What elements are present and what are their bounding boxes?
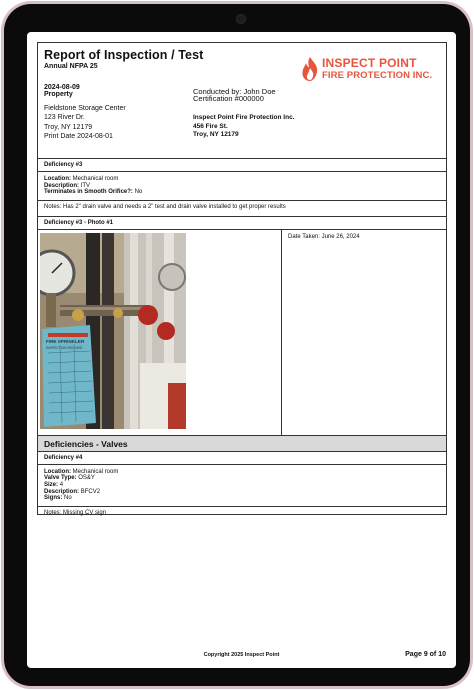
inspector-info — [193, 88, 276, 102]
tablet-frame — [1, 1, 473, 689]
field-label: Valve Type: — [44, 475, 77, 482]
field-label: Terminates in Smooth Orifice?: — [44, 189, 133, 196]
inspection-report — [37, 42, 447, 515]
property-line: 123 River Dr. — [44, 114, 85, 122]
certification: Certification #000000 — [193, 94, 264, 103]
deficiency-3-header: Deficiency #3 — [38, 159, 446, 172]
description-value: ITV — [80, 182, 91, 189]
property-line: Fieldstone Storage Center — [44, 105, 126, 112]
deficiency-4-header: Deficiency #4 — [38, 452, 446, 465]
print-date: Print Date 2024-08-01 — [44, 132, 113, 140]
company-address — [193, 114, 295, 140]
photo-row — [38, 230, 446, 436]
deficiency-3-notes: Notes: Has 2" drain valve and needs a 2" test and drain valve installed to get proper results — [38, 201, 446, 217]
report-title: Report of Inspection / Test — [44, 48, 204, 62]
conducted-by: Conducted by: John Doe — [193, 87, 276, 96]
company-line: Troy, NY 12179 — [193, 131, 239, 139]
deficiency-4-notes: Notes: Missing CV sign — [44, 509, 107, 516]
logo-line-2: FIRE PROTECTION INC. — [322, 70, 433, 81]
front-camera — [236, 14, 246, 24]
date-taken: Date Taken: June 26, 2024 — [288, 233, 360, 240]
report-header — [38, 43, 446, 159]
company-logo — [300, 55, 434, 85]
deficiency-3-details — [38, 172, 446, 201]
valve-type-value: OS&Y — [78, 475, 95, 482]
orifice-value: No — [134, 189, 143, 196]
location-value: Mechanical room — [72, 176, 119, 182]
signs-value: No — [64, 495, 72, 502]
field-label: Description: — [44, 182, 80, 189]
page-indicator: Page 9 of 10 — [405, 651, 446, 658]
footer-copyright: Copyright 2025 Inspect Point — [203, 652, 280, 658]
field-label: Location: — [44, 468, 71, 475]
photo-illustration — [40, 233, 186, 429]
deficiency-photo[interactable] — [40, 233, 186, 429]
property-label: Property — [44, 91, 73, 98]
document-viewer[interactable] — [27, 32, 456, 668]
location-value: Mechanical room — [72, 468, 119, 475]
logo-line-1: INSPECT POINT — [322, 56, 417, 70]
company-line: Inspect Point Fire Protection Inc. — [193, 114, 295, 121]
field-label: Signs: — [44, 495, 63, 502]
flame-icon — [300, 56, 320, 82]
report-subtitle: Annual NFPA 25 — [44, 63, 98, 70]
tag-text: FIRE SPRINKLER — [46, 338, 85, 344]
deficiency-4-details — [38, 465, 446, 507]
tag-text: INSPECTION RECORD — [46, 345, 83, 350]
property-line: Troy, NY 12179 — [44, 123, 93, 131]
field-label: Location: — [44, 176, 71, 182]
report-date: 2024-08-09 — [44, 84, 80, 91]
field-label: Size: — [44, 481, 59, 488]
photo-header: Deficiency #3 - Photo #1 — [38, 217, 446, 230]
size-value: 4 — [59, 481, 64, 488]
tablet-bezel — [4, 4, 470, 686]
company-line: 456 Fire St. — [193, 122, 228, 130]
property-address — [44, 104, 126, 141]
photo-cell — [38, 230, 282, 435]
field-label: Description: — [44, 488, 80, 495]
section-header-valves: Deficiencies - Valves — [38, 436, 446, 452]
description-value: BFCV2 — [80, 488, 101, 495]
